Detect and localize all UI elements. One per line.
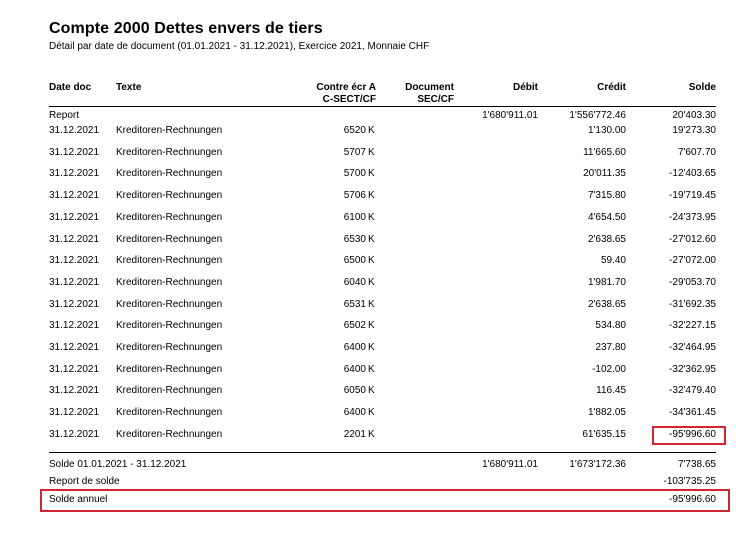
row-credit: 1'981.70 xyxy=(587,276,626,288)
carry-balance-label: Report de solde xyxy=(49,476,120,487)
table-row xyxy=(0,384,736,398)
col-header-credit: Crédit xyxy=(597,82,626,93)
row-date: 31.12.2021 xyxy=(49,428,100,440)
row-balance: -32'479.40 xyxy=(669,385,716,397)
row-balance: 19'273.30 xyxy=(672,125,716,136)
row-text: Kreditoren-Rechnungen xyxy=(116,428,223,440)
col-header-date: Date doc xyxy=(49,82,92,93)
report-label: Report xyxy=(49,110,80,121)
row-contra-type: K xyxy=(368,190,375,202)
row-date: 31.12.2021 xyxy=(49,211,100,223)
row-contra-type: K xyxy=(368,255,375,267)
row-contra-type: K xyxy=(368,211,375,223)
row-contra-account: 6400 xyxy=(343,407,366,419)
annual-balance: -95'996.60 xyxy=(669,494,716,505)
row-contra-account: 6040 xyxy=(343,276,366,288)
col-header-document-line2: SEC/CF xyxy=(417,94,454,105)
table-row xyxy=(0,319,736,333)
row-contra-type: K xyxy=(368,233,375,245)
row-text: Kreditoren-Rechnungen xyxy=(116,190,223,202)
row-credit: 237.80 xyxy=(595,342,626,353)
report-balance: 20'403.30 xyxy=(672,110,716,121)
period-debit: 1'680'911.01 xyxy=(482,459,538,470)
row-contra-type: K xyxy=(368,428,375,440)
row-text: Kreditoren-Rechnungen xyxy=(116,255,223,267)
row-credit: 1'882.05 xyxy=(587,407,626,419)
row-contra-account: 2201 xyxy=(343,428,366,440)
row-balance: -19'719.45 xyxy=(669,190,716,202)
col-header-contra-line2: C-SECT/CF xyxy=(322,94,376,105)
period-balance-label: Solde 01.01.2021 - 31.12.2021 xyxy=(49,459,187,470)
row-balance: -32'362.95 xyxy=(669,363,716,375)
table-row xyxy=(0,146,736,160)
row-date: 31.12.2021 xyxy=(49,233,100,245)
row-contra-account: 5700 xyxy=(343,168,366,180)
report-debit: 1'680'911.01 xyxy=(482,110,538,121)
row-credit: 4'654.50 xyxy=(587,211,626,223)
row-contra-type: K xyxy=(368,385,375,397)
row-balance: -32'227.15 xyxy=(669,320,716,332)
header-divider xyxy=(49,106,716,107)
col-header-balance: Solde xyxy=(688,82,716,93)
row-balance: -32'464.95 xyxy=(669,342,716,353)
row-text: Kreditoren-Rechnungen xyxy=(116,385,223,397)
row-balance: -95'996.60 xyxy=(669,428,716,440)
row-credit: 1'130.00 xyxy=(587,125,626,136)
row-date: 31.12.2021 xyxy=(49,168,100,180)
row-contra-account: 6050 xyxy=(343,385,366,397)
row-credit: 2'638.65 xyxy=(587,233,626,245)
period-balance: 7'738.65 xyxy=(677,459,716,470)
row-contra-account: 6530 xyxy=(343,233,366,245)
row-date: 31.12.2021 xyxy=(49,320,100,332)
table-row xyxy=(0,298,736,312)
table-row xyxy=(0,254,736,268)
col-header-text: Texte xyxy=(116,82,142,93)
row-text: Kreditoren-Rechnungen xyxy=(116,168,223,180)
row-date: 31.12.2021 xyxy=(49,276,100,288)
row-credit: -102.00 xyxy=(592,363,626,375)
row-contra-type: K xyxy=(368,342,375,353)
row-text: Kreditoren-Rechnungen xyxy=(116,146,223,158)
row-text: Kreditoren-Rechnungen xyxy=(116,125,223,136)
row-date: 31.12.2021 xyxy=(49,190,100,202)
row-text: Kreditoren-Rechnungen xyxy=(116,407,223,419)
annual-balance-row xyxy=(0,493,736,507)
row-date: 31.12.2021 xyxy=(49,385,100,397)
row-date: 31.12.2021 xyxy=(49,298,100,310)
table-row xyxy=(0,211,736,225)
row-contra-account: 6502 xyxy=(343,320,366,332)
summary-divider xyxy=(49,452,716,453)
final-balance-highlight xyxy=(652,426,726,445)
table-row xyxy=(0,428,736,442)
row-text: Kreditoren-Rechnungen xyxy=(116,211,223,223)
annual-balance-label: Solde annuel xyxy=(49,494,108,505)
row-contra-account: 6520 xyxy=(343,125,366,136)
row-contra-type: K xyxy=(368,168,375,180)
row-contra-type: K xyxy=(368,146,375,158)
row-date: 31.12.2021 xyxy=(49,146,100,158)
row-contra-type: K xyxy=(368,125,375,136)
col-header-contra-line1: Contre écr A xyxy=(316,82,376,93)
row-text: Kreditoren-Rechnungen xyxy=(116,320,223,332)
col-header-debit: Débit xyxy=(513,82,538,93)
row-credit: 7'315.80 xyxy=(587,190,626,202)
row-contra-account: 6100 xyxy=(343,211,366,223)
row-balance: -31'692.35 xyxy=(669,298,716,310)
row-balance: 7'607.70 xyxy=(677,146,716,158)
col-header-contra xyxy=(280,82,376,106)
row-balance: -27'072.00 xyxy=(669,255,716,267)
table-row xyxy=(0,124,736,138)
row-credit: 11'665.60 xyxy=(583,146,626,158)
row-text: Kreditoren-Rechnungen xyxy=(116,363,223,375)
row-date: 31.12.2021 xyxy=(49,255,100,267)
row-credit: 20'011.35 xyxy=(583,168,626,180)
table-row xyxy=(0,167,736,181)
row-contra-type: K xyxy=(368,276,375,288)
row-date: 31.12.2021 xyxy=(49,125,100,136)
row-contra-account: 6531 xyxy=(343,298,366,310)
row-date: 31.12.2021 xyxy=(49,407,100,419)
row-balance: -34'361.45 xyxy=(669,407,716,419)
row-text: Kreditoren-Rechnungen xyxy=(116,276,223,288)
report-subtitle: Détail par date de document (01.01.2021 - 31.12.2021), Exercice 2021, Monnaie CHF xyxy=(49,41,430,52)
row-credit: 59.40 xyxy=(600,255,626,267)
row-balance: -29'053.70 xyxy=(669,276,716,288)
report-credit: 1'556'772.46 xyxy=(569,110,626,121)
row-contra-account: 5706 xyxy=(343,190,366,202)
row-credit: 534.80 xyxy=(595,320,626,332)
report-row xyxy=(0,109,736,123)
row-text: Kreditoren-Rechnungen xyxy=(116,233,223,245)
row-contra-account: 6500 xyxy=(343,255,366,267)
row-balance: -24'373.95 xyxy=(669,211,716,223)
row-contra-type: K xyxy=(368,407,375,419)
row-contra-account: 6400 xyxy=(343,342,366,353)
table-row xyxy=(0,341,736,355)
row-contra-type: K xyxy=(368,363,375,375)
row-text: Kreditoren-Rechnungen xyxy=(116,298,223,310)
report-title: Compte 2000 Dettes envers de tiers xyxy=(49,20,323,37)
carry-balance-row xyxy=(0,475,736,489)
table-row xyxy=(0,189,736,203)
col-header-document xyxy=(380,82,454,106)
table-row xyxy=(0,363,736,377)
col-header-document-line1: Document xyxy=(405,82,454,93)
row-contra-account: 6400 xyxy=(343,363,366,375)
table-row xyxy=(0,406,736,420)
row-credit: 116.45 xyxy=(596,385,626,397)
row-balance: -27'012.60 xyxy=(669,233,716,245)
row-credit: 2'638.65 xyxy=(587,298,626,310)
table-row xyxy=(0,233,736,247)
row-date: 31.12.2021 xyxy=(49,342,100,353)
row-contra-type: K xyxy=(368,320,375,332)
table-row xyxy=(0,276,736,290)
row-credit: 61'635.15 xyxy=(582,428,626,440)
row-balance: -12'403.65 xyxy=(669,168,716,180)
row-text: Kreditoren-Rechnungen xyxy=(116,342,223,353)
period-credit: 1'673'172.36 xyxy=(569,459,626,470)
row-date: 31.12.2021 xyxy=(49,363,100,375)
carry-balance: -103'735.25 xyxy=(663,476,716,487)
row-contra-account: 5707 xyxy=(343,146,366,158)
row-contra-type: K xyxy=(368,298,375,310)
period-balance-row xyxy=(0,458,736,472)
